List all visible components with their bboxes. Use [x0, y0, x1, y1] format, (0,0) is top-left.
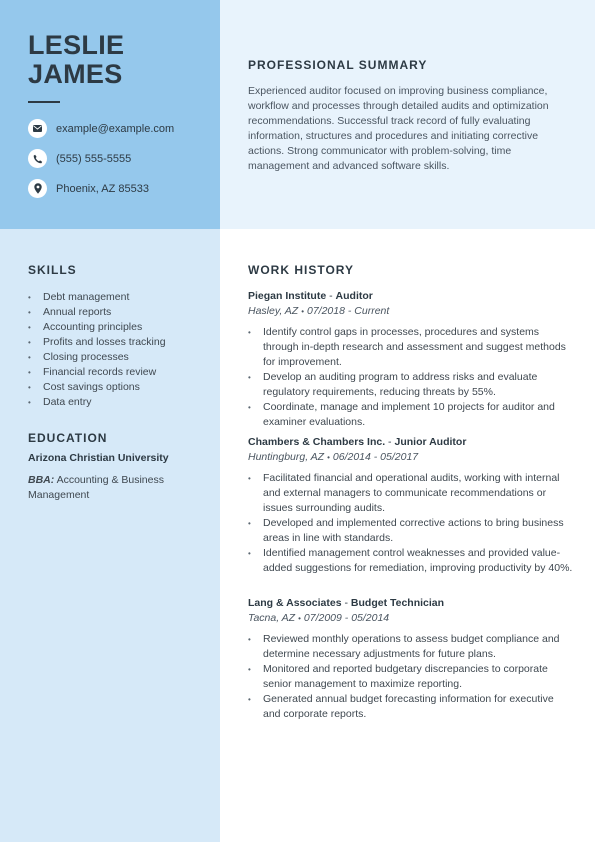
- job-separator: -: [326, 290, 336, 302]
- job-bullet: • Coordinate, manage and implement 10 projects for auditor and examiner evaluations.: [248, 400, 573, 430]
- job-title-line: [248, 596, 573, 611]
- job-separator: -: [385, 436, 395, 448]
- contact-location: Phoenix, AZ 85533: [56, 182, 149, 195]
- degree-field: Accounting & Business Management: [28, 474, 164, 501]
- name-divider: [28, 101, 60, 103]
- job-entry: [248, 596, 573, 722]
- last-name: JAMES: [28, 59, 123, 89]
- contact-email[interactable]: example@example.com: [56, 122, 175, 135]
- job-bullet: • Develop an auditing program to address risks and evaluate regulatory requirements, reducing threats by 55%.: [248, 370, 573, 400]
- contact-phone-row: [28, 149, 131, 168]
- job-location: Hasley, AZ: [248, 305, 299, 317]
- job-meta: Huntingburg, AZ • 06/2014 - 05/2017: [248, 451, 419, 463]
- first-name: LESLIE: [28, 30, 125, 60]
- job-title-line: [248, 289, 573, 304]
- job-title-line: [248, 435, 573, 450]
- email-icon: [28, 119, 47, 138]
- job-bullet: • Reviewed monthly operations to assess budget compliance and determine necessary adjustments for future plans.: [248, 632, 573, 662]
- job-company: Lang & Associates: [248, 597, 342, 609]
- skill-item: • Cost savings options: [28, 380, 166, 395]
- job-dates: 07/2009 - 05/2014: [303, 612, 390, 624]
- job-entry: [248, 435, 573, 576]
- skill-item: • Data entry: [28, 395, 166, 410]
- job-bullet: • Developed and implemented corrective actions to bring business areas in line with standards.: [248, 516, 573, 546]
- contact-phone[interactable]: (555) 555-5555: [56, 152, 132, 165]
- summary-heading: PROFESSIONAL SUMMARY: [248, 58, 428, 72]
- skills-list: [28, 290, 166, 410]
- contact-email-row: [28, 119, 174, 138]
- skill-item: • Closing processes: [28, 350, 166, 365]
- job-bullets: [248, 471, 573, 576]
- education-heading: EDUCATION: [28, 431, 108, 445]
- job-location: Huntingburg, AZ: [248, 451, 325, 463]
- contact-location-row: [28, 179, 149, 198]
- job-role: Auditor: [335, 290, 373, 302]
- job-separator: -: [341, 597, 351, 609]
- work-history-heading: WORK HISTORY: [248, 263, 355, 277]
- education-degree: [28, 473, 198, 503]
- job-bullet: • Facilitated financial and operational audits, working with internal and external managers to communicate recommendations or issues surrounding audits.: [248, 471, 573, 516]
- job-dates: 06/2014 - 05/2017: [332, 451, 419, 463]
- candidate-name: [28, 31, 124, 89]
- job-role: Junior Auditor: [394, 436, 467, 448]
- job-company: Chambers & Chambers Inc.: [248, 436, 386, 448]
- job-bullets: [248, 632, 573, 722]
- job-entry: [248, 289, 573, 430]
- job-dates: 07/2018 - Current: [307, 305, 390, 317]
- skills-heading: SKILLS: [28, 263, 77, 277]
- job-bullet: • Monitored and reported budgetary discrepancies to corporate senior management to maximize reporting.: [248, 662, 573, 692]
- skill-item: • Debt management: [28, 290, 166, 305]
- education-school: Arizona Christian University: [28, 452, 169, 464]
- phone-icon: [28, 149, 47, 168]
- job-role: Budget Technician: [350, 597, 445, 609]
- job-meta: Tacna, AZ • 07/2009 - 05/2014: [248, 612, 390, 624]
- job-location: Tacna, AZ: [248, 612, 296, 624]
- skill-item: • Financial records review: [28, 365, 166, 380]
- job-company: Piegan Institute: [248, 290, 327, 302]
- job-bullet: • Generated annual budget forecasting information for executive and corporate reports.: [248, 692, 573, 722]
- skill-item: • Annual reports: [28, 305, 166, 320]
- job-bullet: • Identified management control weaknesses and provided value-added suggestions for remediation, improving productivity by 40%.: [248, 546, 573, 576]
- job-bullets: [248, 325, 573, 430]
- location-pin-icon: [28, 179, 47, 198]
- job-meta: Hasley, AZ • 07/2018 - Current: [248, 305, 390, 317]
- summary-text: Experienced auditor focused on improving business compliance, workflow and processes through detailed audits and optimization recommendations. Successful track record of fully evaluating information, structures and procedures and initiating corrective actions. Strong communicator with problem-solving, time management and advanced software skills.: [248, 85, 549, 172]
- degree-type: BBA:: [28, 474, 55, 486]
- job-bullet: • Identify control gaps in processes, procedures and systems through in-depth research and assessment and suggest methods for improvement.: [248, 325, 573, 370]
- skill-item: • Profits and losses tracking: [28, 335, 166, 350]
- skill-item: • Accounting principles: [28, 320, 166, 335]
